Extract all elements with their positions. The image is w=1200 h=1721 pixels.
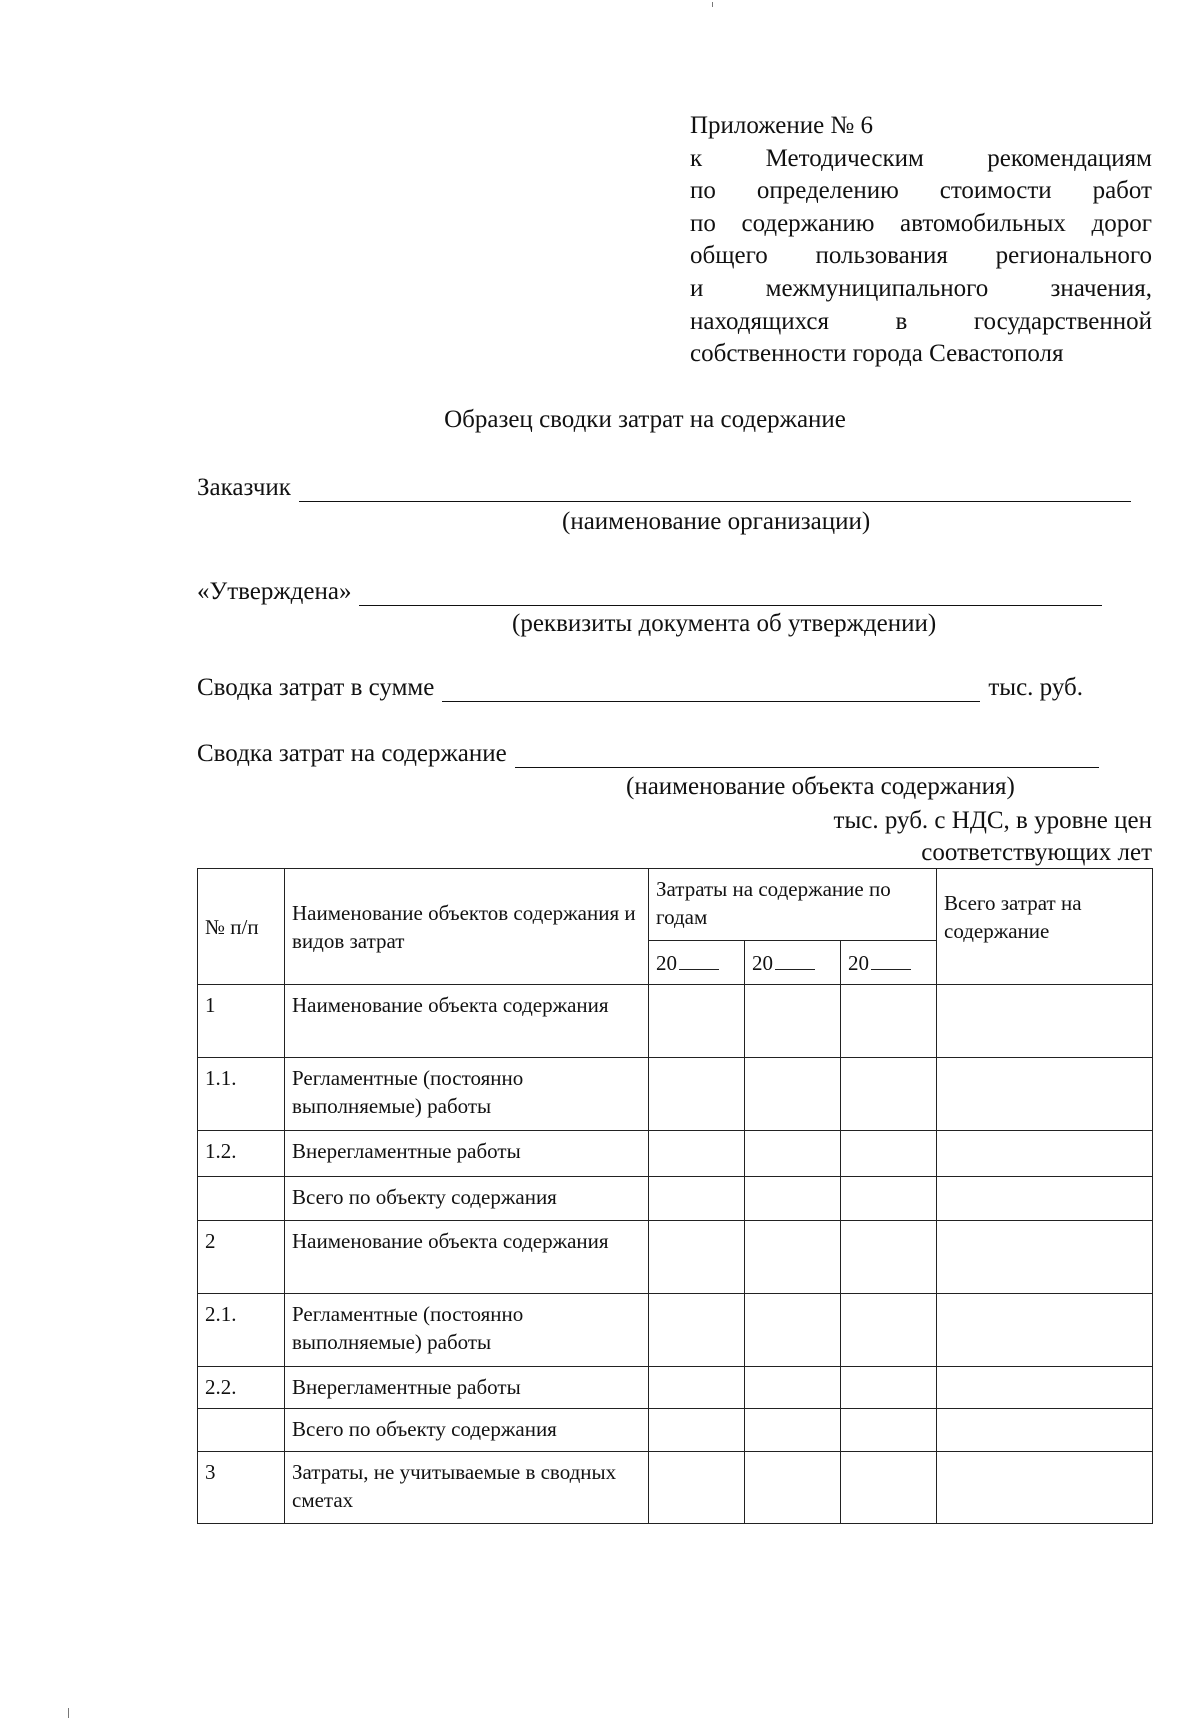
- cell-total[interactable]: [937, 1294, 1153, 1367]
- cell-total[interactable]: [937, 1221, 1153, 1294]
- sum-unit: тыс. руб.: [988, 674, 1083, 701]
- customer-field[interactable]: [299, 479, 1131, 502]
- year-blank[interactable]: [679, 951, 719, 970]
- header-year-1: [649, 941, 745, 985]
- year-prefix: 20: [848, 951, 869, 975]
- cell-total[interactable]: [937, 1058, 1153, 1131]
- header-num: № п/п: [198, 869, 285, 985]
- cell-year-2[interactable]: [745, 1177, 841, 1221]
- year-blank[interactable]: [871, 951, 911, 970]
- appendix-line: по определению стоимости работ: [690, 177, 1152, 205]
- sum-field[interactable]: [442, 679, 980, 702]
- cell-year-3[interactable]: [841, 1221, 937, 1294]
- object-row: [197, 740, 1099, 768]
- year-blank[interactable]: [775, 951, 815, 970]
- approved-row: [197, 578, 1102, 606]
- header-costs-by-year: Затраты на содержание по годам: [649, 869, 937, 941]
- cell-year-1[interactable]: [649, 1452, 745, 1524]
- row-num: 1.1.: [198, 1058, 285, 1131]
- table-row: [198, 1177, 1153, 1221]
- table-row: [198, 1131, 1153, 1177]
- table-row: [198, 1294, 1153, 1367]
- cell-year-2[interactable]: [745, 1221, 841, 1294]
- header-name: Наименование объектов содержания и видов затрат: [285, 869, 649, 985]
- table-row: [198, 1452, 1153, 1524]
- appendix-line: общего пользования регионального: [690, 242, 1152, 270]
- cell-year-3[interactable]: [841, 1452, 937, 1524]
- cell-year-2[interactable]: [745, 1409, 841, 1452]
- table-row: [198, 985, 1153, 1058]
- row-num: [198, 1409, 285, 1452]
- row-num: 2: [198, 1221, 285, 1294]
- appendix-line: по содержанию автомобильных дорог: [690, 209, 1152, 237]
- row-num: 2.1.: [198, 1294, 285, 1367]
- object-caption: (наименование объекта содержания): [626, 773, 1015, 800]
- table-row: [198, 1409, 1153, 1452]
- year-prefix: 20: [752, 951, 773, 975]
- row-name: Наименование объекта содержания: [285, 985, 649, 1058]
- units-note: [834, 805, 1152, 869]
- appendix-title: Приложение № 6: [690, 112, 874, 139]
- cell-year-3[interactable]: [841, 1294, 937, 1367]
- document-title: Образец сводки затрат на содержание: [444, 406, 846, 433]
- units-line-1: тыс. руб. с НДС, в уровне цен: [833, 807, 1152, 834]
- approved-label: «Утверждена»: [197, 578, 352, 605]
- appendix-line: находящихся в государственной: [690, 307, 1152, 335]
- cell-year-2[interactable]: [745, 1452, 841, 1524]
- row-name: Внерегламентные работы: [285, 1131, 649, 1177]
- cell-year-2[interactable]: [745, 1131, 841, 1177]
- sum-label: Сводка затрат в сумме: [197, 674, 435, 701]
- cell-year-2[interactable]: [745, 1367, 841, 1409]
- row-name: Всего по объекту содержания: [285, 1177, 649, 1221]
- scan-artifact: [712, 2, 713, 7]
- header-year-2: [745, 941, 841, 985]
- row-num: 1: [198, 985, 285, 1058]
- cell-year-1[interactable]: [649, 1221, 745, 1294]
- row-name: Затраты, не учитываемые в сводных сметах: [285, 1452, 649, 1524]
- cell-year-1[interactable]: [649, 1131, 745, 1177]
- year-prefix: 20: [656, 951, 677, 975]
- cell-year-3[interactable]: [841, 1367, 937, 1409]
- cell-year-3[interactable]: [841, 1058, 937, 1131]
- appendix-block: [690, 110, 1152, 371]
- cell-total[interactable]: [937, 1131, 1153, 1177]
- row-name: Внерегламентные работы: [285, 1367, 649, 1409]
- cell-year-3[interactable]: [841, 1409, 937, 1452]
- appendix-line: к Методическим рекомендациям: [690, 144, 1152, 172]
- cell-year-3[interactable]: [841, 1131, 937, 1177]
- units-line-2: соответствующих лет: [921, 839, 1152, 866]
- customer-caption: (наименование организации): [562, 508, 871, 535]
- approved-field[interactable]: [359, 583, 1102, 606]
- row-name: Регламентные (постоянно выполняемые) работы: [285, 1294, 649, 1367]
- scan-artifact: [68, 1708, 69, 1718]
- table-row: [198, 1221, 1153, 1294]
- table-row: [198, 1367, 1153, 1409]
- sum-row: [197, 674, 1083, 702]
- cell-year-2[interactable]: [745, 985, 841, 1058]
- cell-year-1[interactable]: [649, 1409, 745, 1452]
- appendix-line: и межмуниципального значения,: [690, 274, 1152, 302]
- row-num: 1.2.: [198, 1131, 285, 1177]
- cell-year-1[interactable]: [649, 1058, 745, 1131]
- object-field[interactable]: [515, 745, 1099, 768]
- customer-row: [197, 474, 1131, 502]
- header-total: Всего затрат на содержание: [937, 869, 1153, 985]
- cell-year-2[interactable]: [745, 1294, 841, 1367]
- cell-year-3[interactable]: [841, 985, 937, 1058]
- cell-total[interactable]: [937, 1409, 1153, 1452]
- appendix-line: собственности города Севастополя: [690, 340, 1064, 368]
- cell-year-1[interactable]: [649, 1294, 745, 1367]
- approved-caption: (реквизиты документа об утверждении): [512, 610, 937, 637]
- customer-label: Заказчик: [197, 474, 291, 501]
- cell-total[interactable]: [937, 1177, 1153, 1221]
- row-num: 3: [198, 1452, 285, 1524]
- row-name: Всего по объекту содержания: [285, 1409, 649, 1452]
- cell-total[interactable]: [937, 1367, 1153, 1409]
- cell-total[interactable]: [937, 1452, 1153, 1524]
- row-num: 2.2.: [198, 1367, 285, 1409]
- cell-year-2[interactable]: [745, 1058, 841, 1131]
- table-row: [198, 1058, 1153, 1131]
- cell-year-1[interactable]: [649, 1177, 745, 1221]
- row-num: [198, 1177, 285, 1221]
- row-name: Наименование объекта содержания: [285, 1221, 649, 1294]
- cost-summary-table: [197, 868, 1153, 1524]
- row-name: Регламентные (постоянно выполняемые) работы: [285, 1058, 649, 1131]
- header-year-3: [841, 941, 937, 985]
- object-label: Сводка затрат на содержание: [197, 740, 507, 767]
- cell-total[interactable]: [937, 985, 1153, 1058]
- cell-year-1[interactable]: [649, 985, 745, 1058]
- cell-year-1[interactable]: [649, 1367, 745, 1409]
- cell-year-3[interactable]: [841, 1177, 937, 1221]
